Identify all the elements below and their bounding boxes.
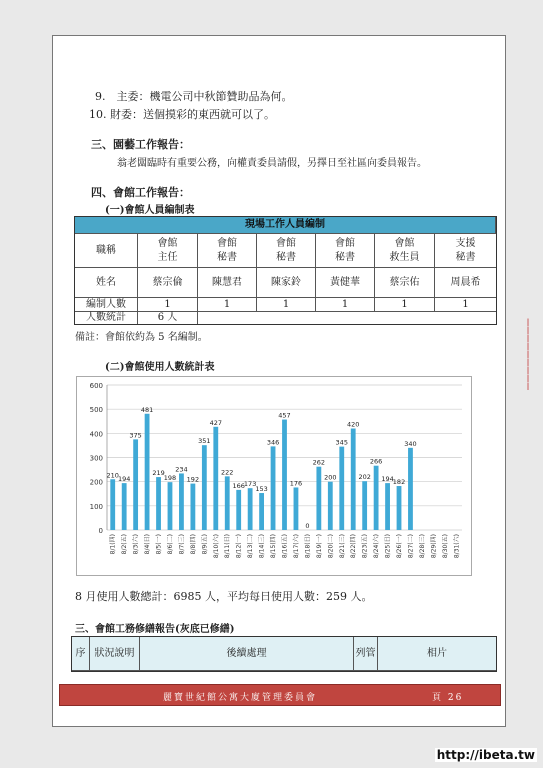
- data-label: 457: [278, 411, 291, 420]
- staff-count: 1: [198, 298, 257, 312]
- x-tick-label: 8/18(日): [304, 534, 312, 559]
- staff-name: 蔡宗佑: [375, 268, 435, 298]
- x-tick-label: 8/29(四): [430, 534, 438, 559]
- x-tick-label: 8/21(三): [338, 534, 346, 559]
- x-tick-label: 8/3(六): [132, 534, 140, 555]
- bar: [190, 484, 195, 530]
- x-tick-label: 8/10(六): [212, 534, 220, 559]
- x-tick-label: 8/16(五): [281, 534, 289, 559]
- x-tick-label: 8/30(五): [441, 534, 449, 559]
- section4-title: 四、會館工作報告：: [91, 186, 190, 199]
- bar: [408, 448, 413, 530]
- staff-name: 蔡宗倫: [138, 268, 198, 298]
- x-tick-label: 8/27(二): [407, 534, 415, 559]
- bar: [328, 482, 333, 530]
- bar: [236, 490, 241, 530]
- bar: [248, 488, 253, 530]
- staff-count: 1: [435, 298, 496, 312]
- x-tick-label: 8/22(四): [350, 534, 358, 559]
- x-tick-label: 8/25(日): [384, 534, 392, 559]
- bar: [374, 466, 379, 530]
- bar: [225, 476, 230, 530]
- x-tick-label: 8/28(三): [418, 534, 426, 559]
- staff-note: 備註：會館依約為 5 名編制。: [75, 332, 208, 343]
- y-tick-label: 200: [89, 478, 103, 487]
- data-label: 194: [381, 475, 394, 484]
- repair-table: [71, 636, 497, 672]
- position-cell: 會館 秘書: [257, 234, 316, 268]
- repair-section-title: 三、會館工務修繕報告(灰底已修繕): [75, 624, 235, 635]
- x-tick-label: 8/4(日): [144, 534, 152, 555]
- row-label-title: 職稱: [75, 234, 138, 268]
- bar: [362, 481, 367, 530]
- x-tick-label: 8/26(一): [396, 534, 404, 559]
- staff-count: 1: [375, 298, 435, 312]
- repair-col-followup: 後續處理: [140, 637, 354, 671]
- usage-summary: 8 月使用人數總計：6985 人，平均每日使用人數：259 人。: [75, 590, 373, 603]
- data-label: 176: [289, 479, 303, 488]
- bar: [339, 447, 344, 530]
- bar: [351, 429, 356, 531]
- data-label: 192: [186, 475, 200, 484]
- x-tick-label: 8/31(六): [453, 534, 461, 559]
- repair-col-photo: 相片: [378, 637, 496, 671]
- bar: [397, 486, 402, 530]
- staff-name: 陳家鈴: [257, 268, 316, 298]
- row-label-count: 編制人數: [75, 298, 138, 312]
- data-label: 234: [175, 465, 188, 474]
- document-page: [52, 35, 506, 727]
- y-tick-label: 100: [89, 502, 103, 511]
- page-footer: [59, 684, 501, 706]
- data-label: 198: [163, 474, 177, 483]
- x-tick-label: 8/19(一): [315, 534, 323, 559]
- position-cell: 會館 救生員: [375, 234, 435, 268]
- bar: [385, 483, 390, 530]
- data-label: 222: [221, 468, 234, 477]
- x-tick-label: 8/6(二): [166, 534, 174, 555]
- bar: [122, 483, 127, 530]
- data-label: 173: [243, 480, 257, 489]
- repair-col-seq: 序: [72, 637, 90, 671]
- row-label-name: 姓名: [75, 268, 138, 298]
- data-label: 351: [198, 437, 211, 446]
- usage-chart-svg: [77, 377, 471, 575]
- x-tick-label: 8/15(四): [270, 534, 278, 559]
- footer-page-number: 頁 26: [432, 693, 464, 703]
- x-tick-label: 8/11(日): [224, 534, 232, 559]
- x-tick-label: 8/8(四): [189, 534, 197, 555]
- bar: [179, 473, 184, 530]
- data-label: 0: [305, 522, 310, 530]
- x-tick-label: 8/9(五): [201, 534, 209, 555]
- item-9: 9. 主委：機電公司中秋節贊助品為何。: [95, 90, 293, 103]
- data-label: 266: [369, 457, 383, 466]
- data-label: 166: [232, 481, 245, 490]
- bar: [282, 420, 287, 530]
- item-10: 10. 財委：送個摸彩的東西就可以了。: [89, 108, 275, 121]
- position-cell: 會館 秘書: [198, 234, 257, 268]
- section3-title: 三、園藝工作報告：: [91, 138, 190, 151]
- y-tick-label: 500: [89, 406, 103, 415]
- staff-table-title: 現場工作人員編制: [75, 217, 496, 234]
- y-tick-label: 300: [89, 454, 103, 463]
- data-label: 219: [152, 469, 165, 478]
- data-label: 262: [312, 458, 326, 467]
- bar: [133, 439, 138, 530]
- staff-total: 6 人: [138, 312, 198, 324]
- staff-count: 1: [138, 298, 198, 312]
- footer-org: 麗寶世紀館公寓大廈管理委員會: [162, 693, 317, 703]
- bar: [168, 482, 173, 530]
- staff-count: 1: [257, 298, 316, 312]
- bar: [271, 446, 276, 530]
- data-label: 210: [106, 471, 119, 480]
- x-tick-label: 8/17(六): [292, 534, 300, 559]
- x-tick-label: 8/12(一): [235, 534, 243, 559]
- x-tick-label: 8/20(二): [327, 534, 335, 559]
- staff-name: 黃健華: [316, 268, 375, 298]
- y-tick-label: 400: [89, 430, 103, 439]
- staff-count: 1: [316, 298, 375, 312]
- data-label: 346: [266, 438, 280, 447]
- x-tick-label: 8/1(四): [109, 534, 117, 555]
- y-tick-label: 600: [89, 382, 103, 390]
- data-label: 427: [209, 418, 223, 427]
- bar: [145, 414, 150, 530]
- bar: [294, 487, 299, 530]
- staff-table: [74, 216, 497, 325]
- data-label: 200: [324, 473, 337, 482]
- chart-caption: (二)會館使用人數統計表: [105, 362, 215, 373]
- watermark-url: http://ibeta.tw: [436, 748, 535, 762]
- staff-name: 周晨希: [435, 268, 496, 298]
- bar: [110, 479, 115, 530]
- data-label: 481: [140, 405, 154, 414]
- x-tick-label: 8/13(二): [247, 534, 255, 559]
- repair-col-tracked: 列管: [354, 637, 378, 671]
- x-tick-label: 8/14(三): [258, 534, 266, 559]
- usage-chart: [76, 376, 472, 576]
- data-label: 375: [129, 431, 142, 440]
- data-label: 202: [358, 473, 371, 482]
- position-cell: 支援 秘書: [435, 234, 496, 268]
- x-tick-label: 8/5(一): [155, 534, 163, 555]
- x-tick-label: 8/7(三): [178, 534, 186, 555]
- data-label: 345: [335, 438, 348, 447]
- bar: [316, 467, 321, 530]
- x-tick-label: 8/23(五): [361, 534, 369, 559]
- staff-name: 陳慧君: [198, 268, 257, 298]
- repair-col-status: 狀況說明: [90, 637, 140, 671]
- data-label: 420: [346, 420, 360, 429]
- data-label: 153: [255, 485, 268, 494]
- bar: [213, 427, 218, 530]
- position-cell: 會館 主任: [138, 234, 198, 268]
- row-label-total: 人數統計: [75, 312, 138, 324]
- bar: [202, 445, 207, 530]
- x-tick-label: 8/2(五): [121, 534, 129, 555]
- x-tick-label: 8/24(六): [373, 534, 381, 559]
- data-label: 182: [392, 478, 406, 487]
- bar: [156, 477, 161, 530]
- position-cell: 會館 秘書: [316, 234, 375, 268]
- section3-body: 翁老闆臨時有重要公務，向權責委員請假，另擇日至社區向委員報告。: [117, 158, 427, 169]
- data-label: 340: [404, 439, 417, 448]
- staff-table-caption: (一)會館人員編制表: [105, 205, 195, 216]
- bar: [259, 493, 264, 530]
- side-stamp-mark: ‖‖‖‖‖‖‖‖‖: [524, 318, 532, 390]
- y-tick-label: 0: [98, 527, 103, 535]
- data-label: 194: [117, 475, 131, 484]
